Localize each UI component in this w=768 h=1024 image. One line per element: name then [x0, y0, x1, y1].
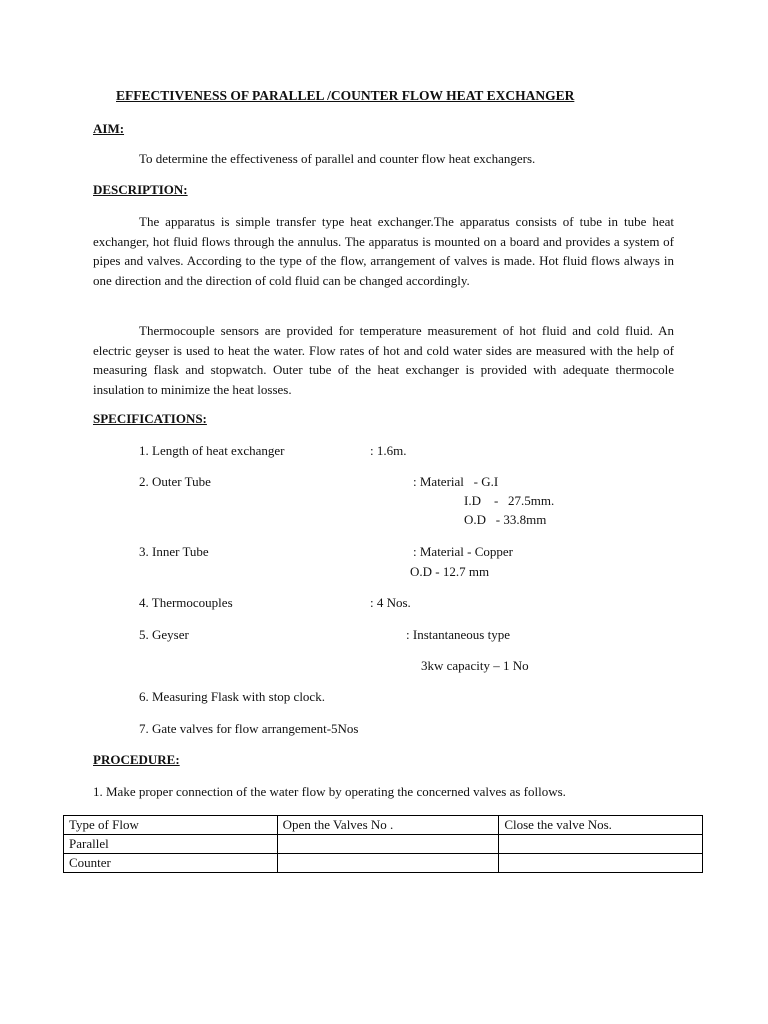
- table-cell: [277, 854, 499, 873]
- procedure-heading: PROCEDURE:: [93, 752, 180, 767]
- spec-5-label: 5. Geyser: [139, 627, 189, 642]
- table-row: [64, 854, 703, 873]
- spec-2-od: O.D - 33.8mm: [464, 512, 547, 527]
- spec-3-value: : Material - Copper: [413, 544, 513, 559]
- spec-5-value: : Instantaneous type: [406, 627, 510, 642]
- description-paragraph-2: Thermocouple sensors are provided for temperature measurement of hot fluid and cold fluid. An electric geyser is used to heat the water. Flow rates of hot and cold water sides are measured with the help of measuring flask and stopwatch. Outer tube of the heat exchanger is provided with adequate thermocole insulation to minimize the heat losses.: [93, 323, 674, 397]
- table-cell: [499, 854, 703, 873]
- table-row: [64, 835, 703, 854]
- spec-2-value: : Material - G.I: [413, 474, 499, 489]
- aim-heading: AIM:: [93, 121, 125, 136]
- spec-1-value: : 1.6m.: [370, 443, 407, 458]
- spec-4-label: 4. Thermocouples: [139, 595, 233, 610]
- spec-2-id: I.D - 27.5mm.: [464, 493, 555, 508]
- spec-1-label: 1. Length of heat exchanger: [139, 443, 285, 458]
- specifications-heading: SPECIFICATIONS:: [93, 411, 207, 426]
- spec-4-value: : 4 Nos.: [370, 595, 411, 610]
- table-cell: Parallel: [64, 835, 278, 854]
- spec-6: 6. Measuring Flask with stop clock.: [139, 689, 325, 704]
- table-cell: [499, 835, 703, 854]
- table-header-cell: Type of Flow: [64, 816, 278, 835]
- spec-3-od: O.D - 12.7 mm: [410, 564, 490, 579]
- description-paragraph-1: The apparatus is simple transfer type heat exchanger.The apparatus consists of tube in tube heat exchanger, hot fluid flows through the annulus. The apparatus is mounted on a board and provides a system of pipes and valves. According to the type of the flow, arrangement of valves is made. Hot fluid flows always in one direction and the direction of cold fluid can be changed accordingly.: [93, 214, 674, 288]
- procedure-step-1: 1. Make proper connection of the water flow by operating the concerned valves as follows.: [93, 784, 566, 799]
- table-cell: [277, 835, 499, 854]
- spec-5-capacity: 3kw capacity – 1 No: [421, 658, 529, 673]
- table-header-cell: Close the valve Nos.: [499, 816, 703, 835]
- spec-3-label: 3. Inner Tube: [139, 544, 209, 559]
- table-header-row: [64, 816, 703, 835]
- page-title: EFFECTIVENESS OF PARALLEL /COUNTER FLOW HEAT EXCHANGER: [116, 88, 575, 103]
- description-heading: DESCRIPTION:: [93, 182, 188, 197]
- table-header-cell: Open the Valves No .: [277, 816, 499, 835]
- aim-text: To determine the effectiveness of parallel and counter flow heat exchangers.: [139, 151, 536, 166]
- spec-2-label: 2. Outer Tube: [139, 474, 211, 489]
- spec-7: 7. Gate valves for flow arrangement-5Nos: [139, 721, 359, 736]
- flow-table: [63, 815, 703, 873]
- table-cell: Counter: [64, 854, 278, 873]
